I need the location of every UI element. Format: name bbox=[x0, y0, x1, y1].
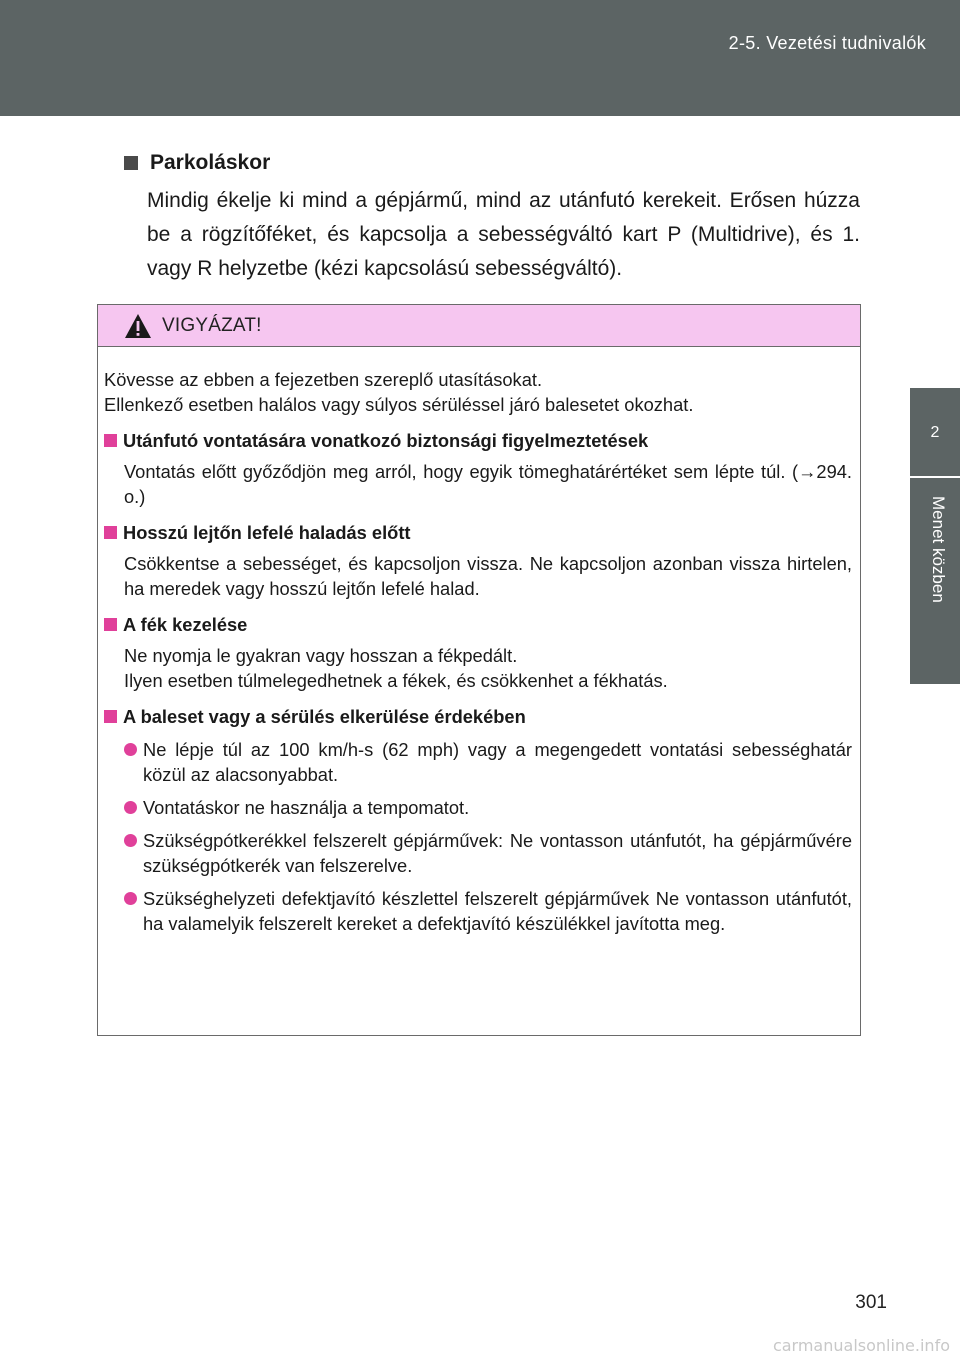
square-bullet-icon bbox=[104, 710, 117, 723]
sub-heading bbox=[104, 611, 852, 637]
square-bullet-icon bbox=[104, 526, 117, 539]
warning-header bbox=[98, 305, 860, 347]
warning-intro-line: Kövesse az ebben a fejezetben szereplő utasításokat. bbox=[104, 369, 543, 390]
list-item-text: Ne lépje túl az 100 km/h-s (62 mph) vagy a megengedett vontatási sebességhatár közül az alacsonyabbat. bbox=[143, 739, 852, 785]
square-bullet-icon bbox=[104, 434, 117, 447]
list-item bbox=[124, 886, 852, 936]
circle-bullet-icon bbox=[124, 743, 137, 756]
warning-title: VIGYÁZAT! bbox=[162, 314, 262, 336]
square-bullet-icon bbox=[104, 618, 117, 631]
sub-heading bbox=[104, 519, 852, 545]
chapter-label: Menet közben bbox=[929, 496, 948, 603]
list-item-text: Szükségpótkerékkel felszerelt gépjárművek: Ne vontasson utánfutót, ha gépjárművére szükségpótkerék van felszerelve. bbox=[143, 830, 852, 876]
circle-bullet-icon bbox=[124, 892, 137, 905]
watermark: carmanualsonline.info bbox=[772, 1336, 950, 1355]
sub-body: Csökkentse a sebességet, és kapcsoljon vissza. Ne kapcsoljon azonban vissza hirtelen, ha meredek vagy hosszú lejtőn lefelé halad. bbox=[124, 553, 852, 599]
sub-heading bbox=[104, 427, 852, 453]
side-tab-divider bbox=[910, 476, 960, 478]
page-number: 301 bbox=[855, 1292, 887, 1313]
sub-heading bbox=[104, 703, 852, 729]
sub-body: Vontatás előtt győződjön meg arról, hogy egyik tömeghatárértéket sem lépte túl. (→294. o.) bbox=[124, 461, 852, 507]
list-item-text: Szükséghelyzeti defektjavító készlettel felszerelt gépjárművek Ne vontasson utánfutót, ha valamelyik felszerelt kereket a defektjavító készülékkel javította meg. bbox=[143, 888, 852, 934]
sub-heading-text: A fék kezelése bbox=[123, 613, 248, 635]
chapter-side-tab bbox=[910, 388, 960, 684]
square-bullet-icon bbox=[124, 156, 138, 170]
circle-bullet-icon bbox=[124, 801, 137, 814]
list-item bbox=[124, 795, 852, 820]
sub-heading-text: Utánfutó vontatására vonatkozó biztonsági figyelmeztetések bbox=[123, 429, 649, 451]
section-heading-text: Parkoláskor bbox=[150, 151, 271, 174]
list-item bbox=[124, 737, 852, 787]
list-item bbox=[124, 828, 852, 878]
header-band bbox=[0, 0, 960, 116]
sub-body-line: Ne nyomja le gyakran vagy hosszan a fékpedált. bbox=[124, 645, 518, 666]
parking-section bbox=[124, 148, 860, 286]
warning-intro-line: Ellenkező esetben halálos vagy súlyos sérüléssel járó balesetet okozhat. bbox=[104, 394, 694, 415]
circle-bullet-icon bbox=[124, 834, 137, 847]
warning-body bbox=[98, 347, 860, 936]
warning-triangle-icon bbox=[124, 313, 152, 339]
sub-heading-text: A baleset vagy a sérülés elkerülése érdekében bbox=[123, 705, 526, 727]
chapter-title: 2-5. Vezetési tudnivalók bbox=[728, 33, 926, 53]
chapter-number: 2 bbox=[930, 424, 940, 441]
warning-box bbox=[97, 304, 861, 1036]
list-item-text: Vontatáskor ne használja a tempomatot. bbox=[143, 797, 470, 818]
sub-body-line: Ilyen esetben túlmelegedhetnek a fékek, és csökkenhet a fékhatás. bbox=[124, 670, 668, 691]
section-body: Mindig ékelje ki mind a gépjármű, mind az utánfutó kerekeit. Erősen húzza be a rögzítőféket, és kapcsolja a sebességváltó kart P (Multidrive), és 1. vagy R helyzetbe (kézi kapcsolású sebességváltó). bbox=[147, 189, 860, 280]
sub-body bbox=[124, 643, 852, 693]
section-heading bbox=[124, 148, 860, 178]
sub-heading-text: Hosszú lejtőn lefelé haladás előtt bbox=[123, 521, 411, 543]
